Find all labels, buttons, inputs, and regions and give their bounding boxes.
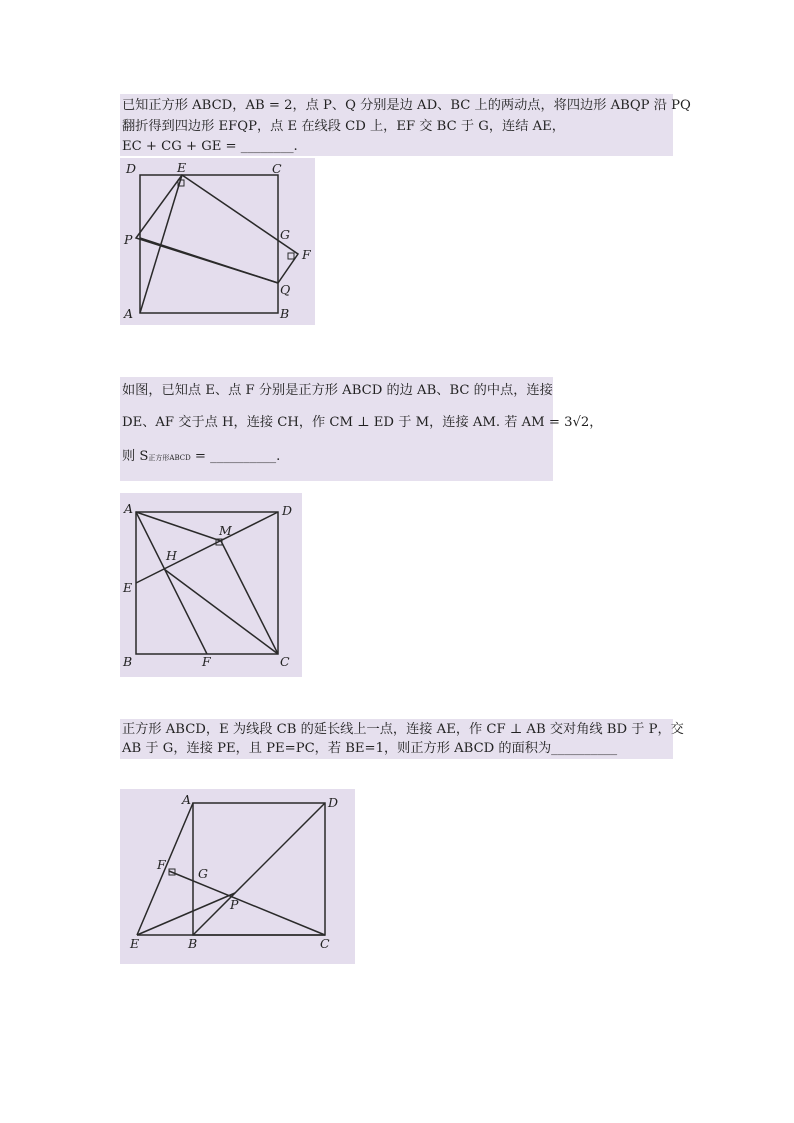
right-angle-f [288,253,294,259]
label-e: E [130,936,140,951]
label-b: B [188,936,198,951]
square-abcd [136,512,278,654]
problem-3-line-1: 正方形 ABCD，E 为线段 CB 的延长线上一点，连接 AE，作 CF ⊥ AB 交对角线 BD 于 P，交 [122,722,684,737]
label-g: G [198,866,208,881]
segment-de [136,512,278,583]
diagonal-bd [193,803,325,935]
area-subscript: 正方形ABCD [148,454,191,462]
problem-2-line-3 [122,450,280,463]
label-d: D [328,795,339,810]
problem-1-line-3: EC + CG + GE = ________. [122,139,298,154]
label-f: F [302,247,311,262]
area-blank: = __________. [190,449,281,464]
problem-1-line-2: 翻折得到四边形 EFQP，点 E 在线段 CD 上，EF 交 BC 于 G，连结 AE， [122,119,565,134]
label-e: E [123,580,133,595]
label-e: E [177,160,187,175]
label-p: P [124,232,133,247]
problem-2-line-2: DE、AF 交于点 H，连接 CH，作 CM ⊥ ED 于 M，连接 AM. 若 AM = 3√2， [122,415,603,430]
problem-2-figure [120,493,302,677]
label-f: F [157,857,166,872]
label-a: A [124,306,134,321]
problem-2-line-1: 如图，已知点 E、点 F 分别是正方形 ABCD 的边 AB、BC 的中点，连接 [122,383,553,398]
label-a: A [124,501,134,516]
label-h: H [166,548,177,563]
label-d: D [282,503,293,518]
label-p: P [230,897,239,912]
label-f: F [202,654,211,669]
label-g: G [280,227,290,242]
label-c: C [280,654,290,669]
label-c: C [272,161,282,176]
label-a: A [182,792,192,807]
area-label: 则 S [122,449,149,464]
label-b: B [123,654,133,669]
segment-ae [140,175,182,313]
segment-pq [140,238,278,283]
label-b: B [280,306,290,321]
problem-3-line-2: AB 于 G，连接 PE，且 PE=PC，若 BE=1，则正方形 ABCD 的面积为__________ [122,741,618,756]
label-m: M [219,523,232,538]
segment-cm [221,541,278,654]
label-d: D [126,161,137,176]
segment-ch [164,569,278,654]
label-c: C [320,936,330,951]
problem-1-figure [120,158,315,325]
problem-3-figure [120,789,355,964]
label-q: Q [280,282,291,297]
problem-1-line-1: 已知正方形 ABCD，AB = 2，点 P、Q 分别是边 AD、BC 上的两动点，将四边形 ABQP 沿 PQ [122,98,691,113]
quad-efqp [136,175,298,283]
